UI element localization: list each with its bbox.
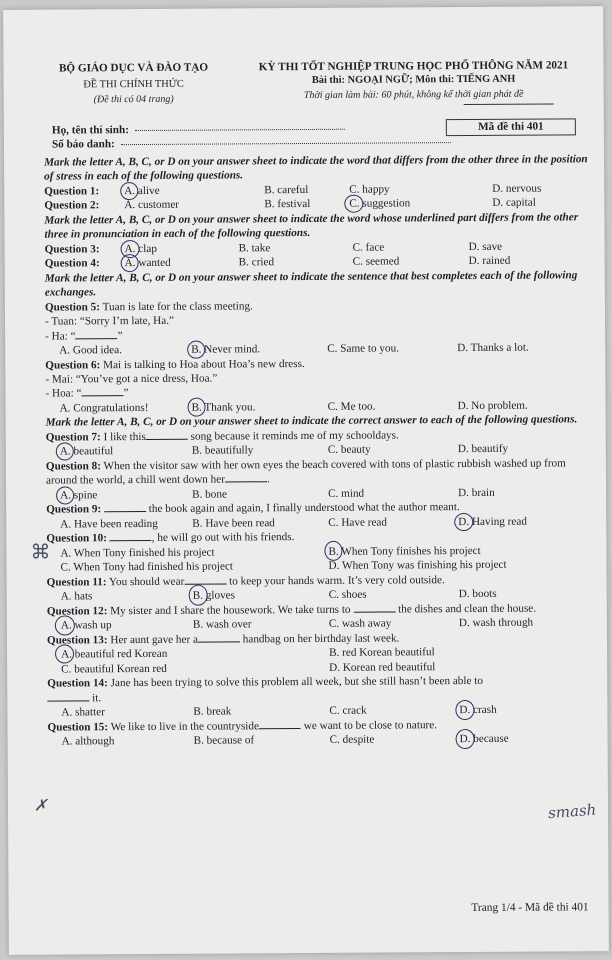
section-exchange-instruction: Mark the letter A, B, C, or D on your answer sheet to indicate the sentence that best completes each of the following exchanges. [44,269,578,299]
pages-note: (Đề thi có 04 trang) [93,93,174,106]
q6-option-d: D. No problem. [457,399,528,412]
q6-text: Mai is talking to Hoa about Hoa’s new dress. [103,357,305,371]
q1-option-d: D. nervous [492,182,542,195]
q12-text-pre: My sister and I share the housework. We take turns to [110,603,351,618]
q1-option-b: B. careful [264,183,309,197]
q8-text: When the visitor saw with her own eyes the beach covered with tons of plastic rubbish washed up from around the world, a chill went down her [45,457,566,487]
q14-blank [47,700,89,701]
q15-text-pre: We like to live in the countryside [110,720,259,734]
exam-code-box: Mã đề thi 401 [446,118,576,136]
q5-option-a: A. Good idea. [59,344,123,357]
q2-option-a: A. customer [124,199,180,212]
section-correct-instruction: Mark the letter A, B, C, or D on your answer sheet to indicate the correct answer to each of the following questions. [45,413,578,430]
q4-label: Question 4: [44,257,100,270]
q6-line2-text: - Hoa: “ [45,387,82,401]
q13-text-pre: Her aunt gave her a [110,633,199,647]
q12-option-a: A. wash up [60,619,112,632]
q11-blank [184,583,226,584]
q11-option-c: C. shoes [328,588,367,602]
q2-option-c: C. suggestion [349,197,411,211]
q9-blank [104,511,146,512]
q3-option-d: D. save [468,240,503,253]
q10-option-b: B. When Tony finishes his project [328,544,481,558]
page-footer: Trang 1/4 - Mã đề thi 401 [471,901,589,914]
q15-option-a: A. although [61,735,115,748]
q8-blank [225,481,267,482]
q13-option-d: D. Korean red beautiful [329,661,436,674]
q15-option-c: C. despite [329,733,375,747]
q6-option-c: C. Me too. [327,400,376,413]
q15-blank [259,728,301,729]
q7-text-post: song because it reminds me of my schooldays. [190,429,399,443]
q2-label: Question 2: [44,199,100,212]
q8-option-d: D. brain [458,486,495,499]
q9-text: the book again and again, I finally understood what the author meant. [148,501,460,516]
q5-line1: - Tuan: “Sorry I’m late, Ha.” [44,315,175,328]
q7-blank [146,439,188,440]
q4-option-a: A. wanted [124,257,171,270]
q10-answer-mark [324,540,342,560]
q7-label: Question 7: [45,431,101,444]
q1-answer-mark [120,182,138,200]
exam-content [43,58,595,749]
q11-option-d: D. boots [458,588,497,601]
q9-answer-mark [454,513,473,531]
q8-answer-mark [56,486,74,504]
q7-option-c: C. beauty [327,443,371,457]
q12-option-c: C. wash away [328,617,392,631]
q6-option-b: B. Thank you. [191,401,256,414]
q15-label: Question 15: [47,721,109,734]
q15-text-post: we want to be close to nature. [303,719,438,732]
q8-option-c: C. mind [328,487,365,500]
q13-text-post: handbag on her birthday last week. [242,632,400,646]
header-divider [464,104,554,106]
section-pronunciation-instruction: Mark the letter A, B, C, or D on your answer sheet to indicate the word whose underlined part differs from the other three in pronunciation in each of the following questions. [44,211,579,241]
q9-label: Question 9: [46,503,102,516]
q9-option-c: C. Have read [328,516,388,529]
q14-option-a: A. shatter [61,706,105,719]
q10-option-d: D. When Tony was finishing his project [328,559,507,573]
official-label: ĐỀ THI CHÍNH THỨC [83,79,184,91]
q5-line2-end: ” [117,329,123,342]
q12-blank [353,611,395,612]
header-right [233,58,593,106]
q15-row [48,731,596,749]
id-label: Số báo danh: [51,138,115,151]
q5-label: Question 5: [44,301,100,314]
q10-text: , he will go out with his friends. [151,531,295,545]
q6-blank [82,396,124,397]
handwritten-note: smash [547,800,597,823]
q7-text-pre: I like this [103,430,146,444]
q1-label: Question 1: [44,185,100,198]
margin-scribble-mark: ⌘ [30,539,51,564]
q12-label: Question 12: [46,605,108,618]
q13-option-a: A. beautiful red Korean [61,648,168,661]
q2-option-b: B. festival [264,198,311,211]
q13-label: Question 13: [46,634,108,647]
name-label: Họ, tên thí sinh: [51,124,129,137]
q10-option-a: A. When Tony finished his project [60,546,215,560]
q5-answer-mark [187,341,205,359]
q10-label: Question 10: [46,532,107,545]
q8-option-a: A. spine [60,488,98,502]
q3-option-c: C. face [352,241,385,254]
q13-blank [198,641,240,642]
q4-option-b: B. cried [238,256,275,269]
q9-option-b: B. Have been read [192,516,275,530]
q8-label: Question 8: [45,460,101,473]
exam-subject: Bài thi: NGOẠI NGỮ; Môn thi: TIẾNG ANH [311,74,516,87]
q10-blank [110,540,152,541]
section-stress-instruction: Mark the letter A, B, C, or D on your answer sheet to indicate the word that differs from the other three in the position of stress in each of the following questions. [44,153,588,184]
q5-line2-text: - Ha: “ [45,330,76,343]
q11-label: Question 11: [46,576,107,589]
name-dots [135,129,345,131]
q7-option-d: D. beautify [457,443,509,456]
q12-text-post: the dishes and clean the house. [398,602,537,616]
q6-line1: - Mai: “You’ve got a nice dress, Hoa.” [45,372,218,386]
q14-text-end: it. [92,692,102,705]
q3-option-b: B. take [238,242,271,255]
q11-text-post: to keep your hands warm. It’s very cold outside. [229,573,445,588]
id-dots [121,142,451,145]
q7-option-a: A. beautiful [59,445,114,458]
q6-option-a: A. Congratulations! [59,401,149,415]
q7-option-b: B. beautifully [191,444,254,457]
q13-option-c: C. beautiful Korean red [61,662,167,676]
q15-option-b: B. because of [193,734,255,747]
q2-option-d: D. capital [492,196,536,210]
q3-label: Question 3: [44,243,100,256]
q14-option-d: D. crash [459,704,497,717]
q9-option-d: D. Having read [458,515,527,528]
q14-option-b: B. break [193,705,232,718]
q14-option-c: C. crack [329,704,367,718]
q4-option-d: D. rained [468,255,511,268]
q11-text-pre: You should wear [108,575,185,589]
q6-answer-mark [187,397,205,416]
q5-option-b: B. Never mind. [191,343,261,356]
q5-option-d: D. Thanks a lot. [457,341,529,355]
q8-stem: Question 8: When the visitor saw with her own eyes the beach covered with tons of plastic rubbish washed up from around the world, a chill went down her . [45,457,566,487]
q13-option-b: B. red Korean beautiful [329,646,435,660]
q10-option-c: C. When Tony had finished his project [60,560,234,574]
exam-header [43,58,591,121]
handwritten-x-mark: ✗ [33,795,48,815]
q14-label: Question 14: [47,677,108,691]
q4-option-c: C. seemed [352,255,400,269]
exam-title: KỲ THI TỐT NGHIỆP TRUNG HỌC PHỔ THÔNG NĂM 2021 [258,59,569,74]
q11-option-b: B. gloves [192,589,236,602]
q5-blank [76,338,118,339]
q6-line2-end: ” [123,387,129,400]
q5-text: Tuan is late for the class meeting. [102,300,253,314]
q9-option-a: A. Have been reading [60,517,158,531]
q15-option-d: D. because [459,733,509,746]
q1-option-c: C. happy [349,183,390,196]
q11-option-a: A. hats [60,590,93,603]
q6-label: Question 6: [45,358,101,372]
exam-time: Thời gian làm bài: 60 phút, không kể thời gian phát đề [303,88,524,101]
q5-option-c: C. Same to you. [327,342,400,355]
q14-text: Jane has been trying to solve this problem all week, but she still hasn’t been able to [110,675,484,690]
q8-option-b: B. bone [192,488,227,501]
q12-option-d: D. wash through [458,616,534,630]
candidate-id-field [52,135,451,152]
q3-option-a: A. clap [124,242,157,255]
q14-stem [47,674,595,706]
candidate-info [44,118,592,155]
exam-paper [3,6,609,955]
header-left [43,60,223,107]
q1-option-a: A. alive [124,184,160,197]
q12-option-b: B. wash over [192,618,252,631]
ministry-name: BỘ GIÁO DỤC VÀ ĐÀO TẠO [58,61,209,75]
